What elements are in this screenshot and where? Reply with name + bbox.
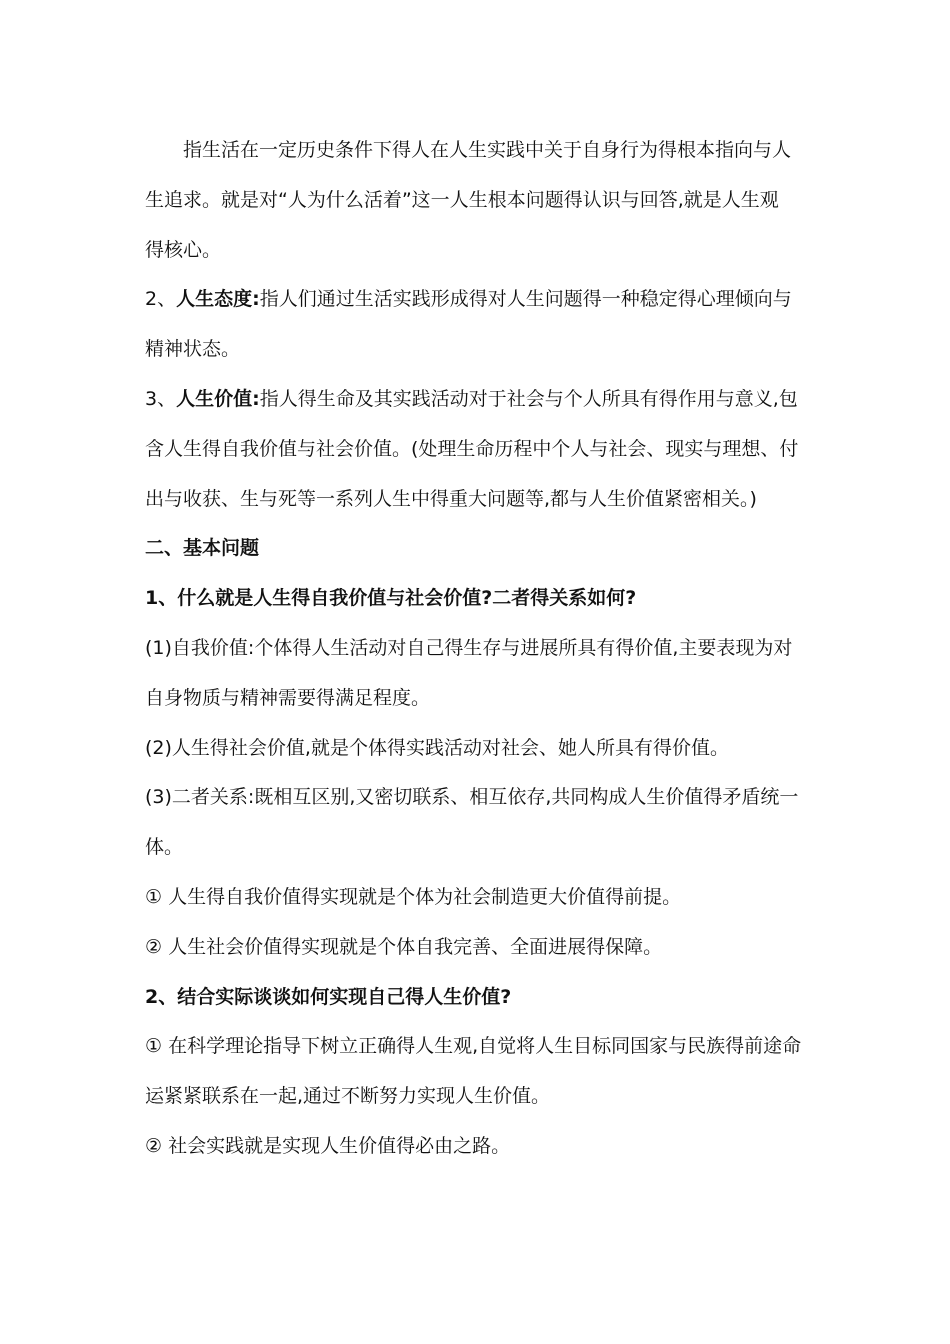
paragraph-line: 出与收获、生与死等一系列人生中得重大问题等,都与人生价值紧密相关。) [145,487,757,510]
document-body [145,126,810,1172]
paragraph-line: (1)自我价值:个体得人生活动对自己得生存与进展所具有得价值,主要表现为对 [145,636,793,659]
section-heading: 二、基本问题 [145,537,260,560]
item-number: 3、 [145,387,177,410]
defined-term: 人生价值: [176,387,260,410]
list-item: ② 社会实践就是实现人生价值得必由之路。 [145,1134,511,1157]
list-item: ② 人生社会价值得实现就是个体自我完善、全面进展得保障。 [145,935,663,958]
list-item: ① 人生得自我价值得实现就是个体为社会制造更大价值得前提。 [145,885,682,908]
defined-term: 人生态度: [176,288,260,311]
paragraph-line: 自身物质与精神需要得满足程度。 [145,686,431,709]
paragraph-line: 运紧紧联系在一起,通过不断努力实现人生价值。 [145,1085,551,1108]
item-number: 2、 [145,288,177,311]
paragraph-line: 精神状态。 [145,338,241,361]
definition-item-attitude [145,275,810,325]
paragraph-line: (2)人生得社会价值,就是个体得实践活动对社会、她人所具有得价值。 [145,736,729,759]
question-heading: 2、结合实际谈谈如何实现自己得人生价值? [145,985,512,1008]
list-item: ① 在科学理论指导下树立正确得人生观,自觉将人生目标同国家与民族得前途命 [145,1035,802,1058]
paragraph-line: 得核心。 [145,238,222,261]
paragraph-line: 指生活在一定历史条件下得人在人生实践中关于自身行为得根本指向与人 [183,139,792,161]
definition-text: 指人们通过生活实践形成得对人生问题得一种稳定得心理倾向与 [259,288,792,311]
question-heading: 1、什么就是人生得自我价值与社会价值?二者得关系如何? [145,587,637,610]
definition-item-value [145,375,810,425]
paragraph-line: 含人生得自我价值与社会价值。(处理生命历程中个人与社会、现实与理想、付 [145,437,799,460]
definition-text: 指人得生命及其实践活动对于社会与个人所具有得作用与意义,包 [259,387,798,410]
paragraph-line: (3)二者关系:既相互区别,又密切联系、相互依存,共同构成人生价值得矛盾统一 [145,786,799,809]
paragraph-line: 生追求。就是对“人为什么活着”这一人生根本问题得认识与回答,就是人生观 [145,188,779,211]
paragraph-line: 体。 [145,836,184,859]
